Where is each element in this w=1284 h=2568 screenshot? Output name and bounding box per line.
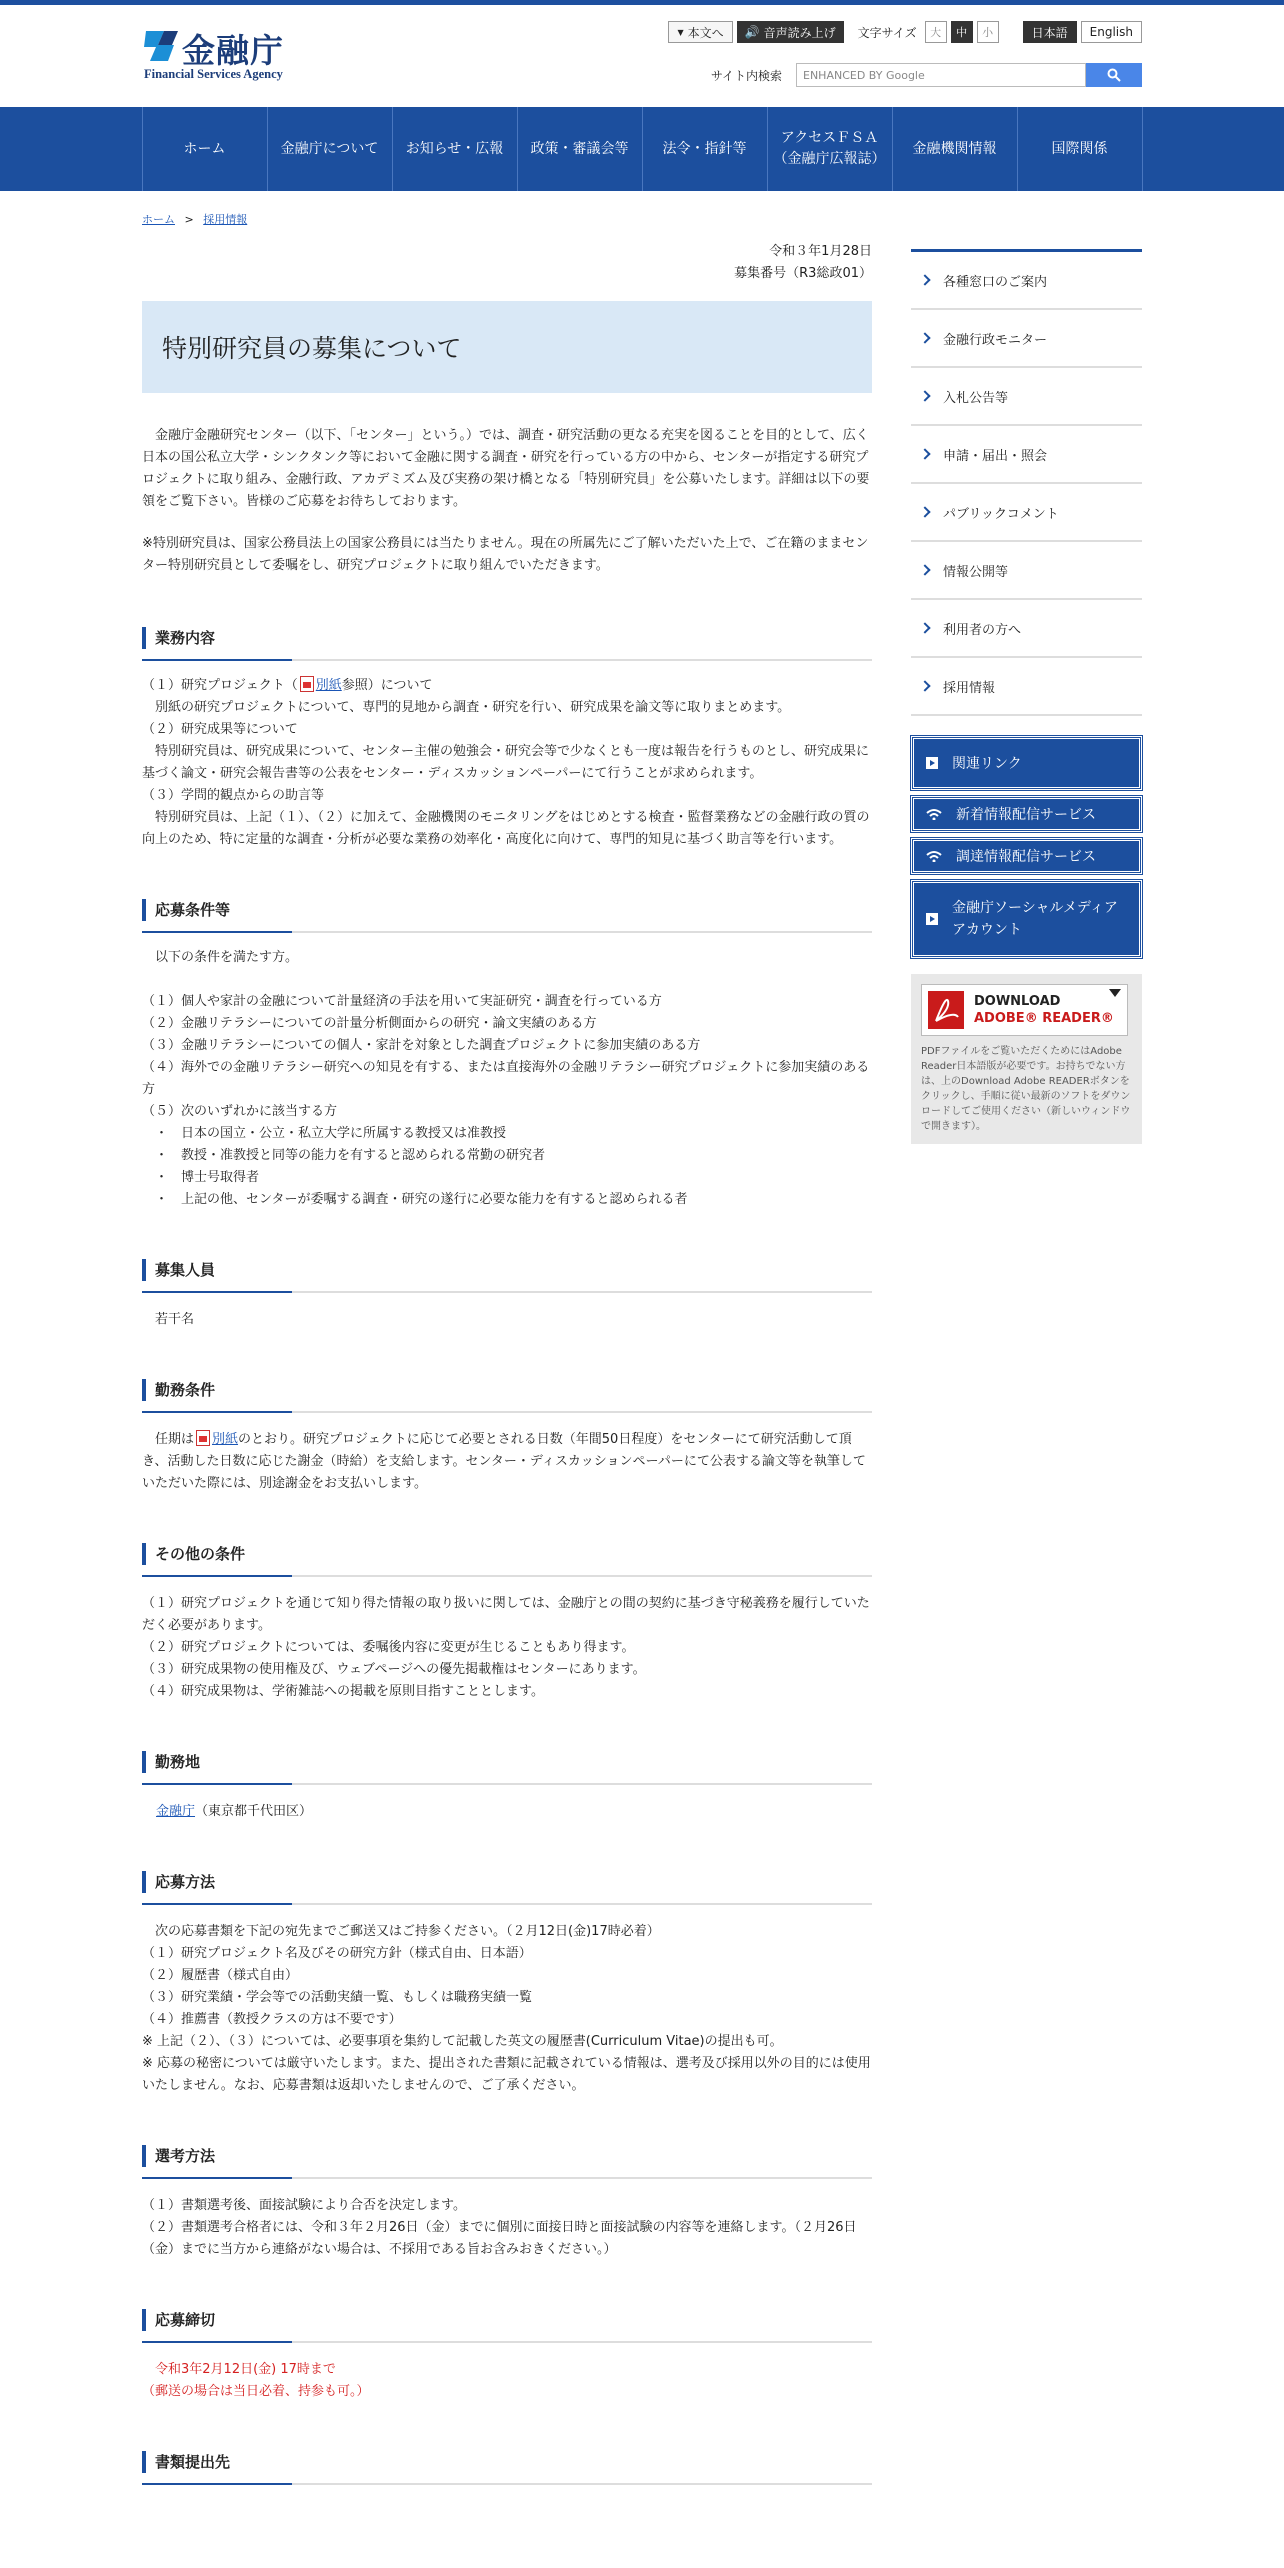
heading-conditions: 勤務条件 [142,1371,872,1413]
heading-deadline: 応募締切 [142,2301,872,2343]
logo-japanese: 金融庁 [182,31,284,70]
search-label: サイト内検索 [710,68,782,83]
voice-label: 音声読み上げ [763,25,836,40]
gnav-international[interactable]: 国際関係 [1018,107,1143,191]
fsa-logo[interactable] [142,25,312,85]
gnav-laws[interactable]: 法令・指針等 [643,107,768,191]
font-size-medium[interactable]: 中 [951,21,973,43]
pdf-icon [300,676,314,692]
logo-english: Financial Services Agency [144,67,283,81]
speaker-icon: 🔊 [744,25,760,39]
notice-number: 募集番号（R3総政01） [734,266,872,281]
rss-procurement-button[interactable]: 調達情報配信サービス [911,838,1142,874]
side-menu [911,249,1142,716]
breadcrumb-current[interactable]: 採用情報 [203,213,248,226]
adobe-note: PDFファイルをご覧いただくためにはAdobe Reader日本語版が必要です。お持ちでない方は、上のDownload Adobe READERボタンをクリックし、手順に従い最新のソフトをダウンロードしてご使用ください（新しいウィンドウで開きます）。 [921,1046,1131,1132]
side-item-recruitment[interactable]: 採用情報 [911,658,1142,716]
duties-body: （１）研究プロジェクト（ 別紙参照）について 別紙の研究プロジェクトについて、専門的見地から調査・研究を行い、研究成果を論文等に取りまとめます。 （２）研究成果等について 特別研究員は、研究成果について、センター主催の勉強会・研究会等で少なくとも一度は報告を行うものとし、研究成果に基づく論文・研究会報告書等の公表をセンター・ディスカッションペーパーにて行うことが求められます。 （３）学問的観点からの助言等 特別研究員は、上記（１）、（２）に加えて、金融機関のモニタリングをはじめとする検査・監督業務などの金融行政の質の向上のため、特に定量的な調査・分析が必要な業務の効率化・高度化に向けて、専門的知見に基づく助言等を行います。 [142,678,870,847]
sidebar [911,231,1142,1144]
adobe-download-button[interactable] [921,984,1128,1036]
heading-duties: 業務内容 [142,619,872,661]
side-item-public-comment[interactable]: パブリックコメント [911,484,1142,542]
adobe-download-label: DOWNLOAD [974,994,1061,1009]
side-item-contact[interactable]: 各種窓口のご案内 [911,252,1142,310]
attachment-link[interactable]: 別紙 [315,678,342,693]
gnav-policy[interactable]: 政策・審議会等 [518,107,643,191]
side-item-tenders[interactable]: 入札公告等 [911,368,1142,426]
breadcrumb [142,211,1142,231]
side-item-disclosure[interactable]: 情報公開等 [911,542,1142,600]
related-links-button[interactable]: 関連リンク [911,736,1142,790]
font-size-label: 文字サイズ [857,25,917,40]
pdf-icon [196,1430,210,1446]
gnav-news[interactable]: お知らせ・広報 [393,107,518,191]
adobe-reader-box [911,974,1142,1144]
skip-label: 本文へ [687,25,724,40]
intro-text: 金融庁金融研究センター（以下、「センター」という。）では、調査・研究活動の更なる充実を図ることを目的として、広く日本の国公私立大学・シンクタンク等において金融に関する調査・研究を行っている方の中から、センターが指定する研究プロジェクトに取り組み、金融行政、アカデミズム及び実務の架け橋となる「特別研究員」を公募いたします。詳細は以下の要領をご覧下さい。皆様のご応募をお待ちしております。 [142,428,870,509]
adobe-reader-label: ADOBE® READER® [974,1011,1114,1026]
page-title: 特別研究員の募集について [142,301,872,393]
chevron-right-icon [919,506,930,517]
search-icon [1107,68,1121,82]
arrow-box-icon [926,757,938,769]
triangle-down-icon: ▼ [677,27,684,37]
font-size-large[interactable]: 大 [925,21,947,43]
gnav-about[interactable]: 金融庁について [268,107,393,191]
chevron-right-icon [919,332,930,343]
gnav-access-fsa[interactable]: アクセスＦＳＡ （金融庁広報誌） [768,107,893,191]
main-content [142,231,872,2485]
chevron-right-icon [919,274,930,285]
note-text: ※特別研究員は、国家公務員法上の国家公務員には当たりません。現在の所属先にご了解いただいた上で、ご在籍のままセンター特別研究員として委嘱をし、研究プロジェクトに取り組んでいただきます。 [142,536,869,573]
arrow-box-icon [926,913,938,925]
notice-meta [142,241,872,285]
heading-openings: 募集人員 [142,1251,872,1293]
adobe-pdf-icon [928,991,964,1029]
other-conditions-body: （１）研究プロジェクトを通じて知り得た情報の取り扱いに関しては、金融庁との間の契約に基づき守秘義務を履行していただく必要があります。 （２）研究プロジェクトについては、委嘱後内容に変更が生じることもあり得ます。 （３）研究成果物の使用権及び、ウェブページへの優先掲載権はセンターにあります。 （４）研究成果物は、学術雑誌への掲載を原則目指すこととします。 [142,1596,870,1699]
gnav-institutions[interactable]: 金融機関情報 [893,107,1018,191]
side-item-users[interactable]: 利用者の方へ [911,600,1142,658]
global-nav [0,107,1284,191]
side-item-monitor[interactable]: 金融行政モニター [911,310,1142,368]
heading-location: 勤務地 [142,1743,872,1785]
openings-text: 若干名 [142,1312,195,1327]
voice-reader-button[interactable] [737,21,844,43]
location-body: 金融庁（東京都千代田区） [156,1804,313,1819]
chevron-right-icon [919,622,930,633]
social-media-button[interactable]: 金融庁ソーシャルメディアアカウント [911,880,1142,958]
chevron-right-icon [919,680,930,691]
heading-other-conditions: その他の条件 [142,1535,872,1577]
heading-selection: 選考方法 [142,2137,872,2179]
heading-submission: 書類提出先 [142,2443,872,2485]
site-header [142,5,1142,107]
font-size-small[interactable]: 小 [977,21,999,43]
chevron-right-icon [919,390,930,401]
deadline-body: 令和3年2月12日(金) 17時まで （郵送の場合は当日必着、持参も可。） [142,2362,370,2399]
download-arrow-icon [1109,989,1121,997]
lang-japanese[interactable]: 日本語 [1023,21,1077,43]
notice-date: 令和３年1月28日 [769,244,872,259]
requirements-body: 以下の条件を満たす方。 （１）個人や家計の金融について計量経済の手法を用いて実証研究・調査を行っている方 （２）金融リテラシーについての計量分析側面からの研究・論文実績のある方 （３）金融リテラシーについての個人・家計を対象とした調査プロジェクトに参加実績のある方 （４）海外での金融リテラシー研究への知見を有する、または直接海外の金融リテラシー研究プロジェクトに参加実績のある方 （５）次のいずれかに該当する方 ・ 日本の国立・公立・私立大学に所属する教授又は准教授 ・ 教授・准教授と同等の能力を有すると認められる常勤の研究者 ・ 博士号取得者 ・ 上記の他、センターが委嘱する調査・研究の遂行に必要な能力を有すると認められる者 [142,950,870,1207]
site-search [711,63,1142,87]
feed-icon [926,850,942,862]
application-body: 次の応募書類を下記の宛先までご郵送又はご持参ください。（２月12日(金)17時必着） （１）研究プロジェクト名及びその研究方針（様式自由、日本語） （２）履歴書（様式自由） （３）研究業績・学会等での活動実績一覧、もしくは職務実績一覧 （４）推薦書（教授クラスの方は不要です） ※ 上記（２）、（３）については、必要事項を集約して記載した英文の履歴書(Curriculum Vitae)の提出も可。 ※ 応募の秘密については厳守いたします。また、提出された書類に記載されている情報は、選考及び採用以外の目的には使用いたしません。なお、応募書類は返却いたしませんので、ご了承ください。 [142,1924,871,2093]
chevron-right-icon [919,564,930,575]
search-input[interactable]: ENHANCED BY Google [796,63,1086,87]
breadcrumb-separator: > [184,213,194,226]
chevron-right-icon [919,448,930,459]
feed-icon [926,808,942,820]
lang-english[interactable]: English [1081,21,1142,43]
conditions-body: 任期は 別紙のとおり。研究プロジェクトに応じて必要とされる日数（年間50日程度）をセンターにて研究活動して頂き、活動した日数に応じた謝金（時給）を支給します。センター・ディスカッションペーパーにて公表する論文等を執筆していただいた際には、別途謝金をお支払いします。 [142,1432,866,1491]
breadcrumb-home[interactable]: ホーム [142,213,175,226]
side-item-applications[interactable]: 申請・届出・照会 [911,426,1142,484]
fsa-link[interactable]: 金融庁 [156,1804,196,1819]
heading-application: 応募方法 [142,1863,872,1905]
skip-to-content-button[interactable] [668,21,732,43]
heading-requirements: 応募条件等 [142,891,872,933]
fsa-mark-icon [144,29,180,63]
rss-news-button[interactable]: 新着情報配信サービス [911,796,1142,832]
gnav-home[interactable]: ホーム [143,107,268,191]
utility-bar [668,20,1142,44]
attachment-link-2[interactable]: 別紙 [212,1432,239,1447]
search-button[interactable] [1086,63,1142,87]
selection-body: （１）書類選考後、面接試験により合否を決定します。 （２）書類選考合格者には、令和３年２月26日（金）までに個別に面接日時と面接試験の内容等を連絡します。（２月26日（金）までに当方から連絡がない場合は、不採用である旨お含みおきください。） [142,2198,857,2257]
